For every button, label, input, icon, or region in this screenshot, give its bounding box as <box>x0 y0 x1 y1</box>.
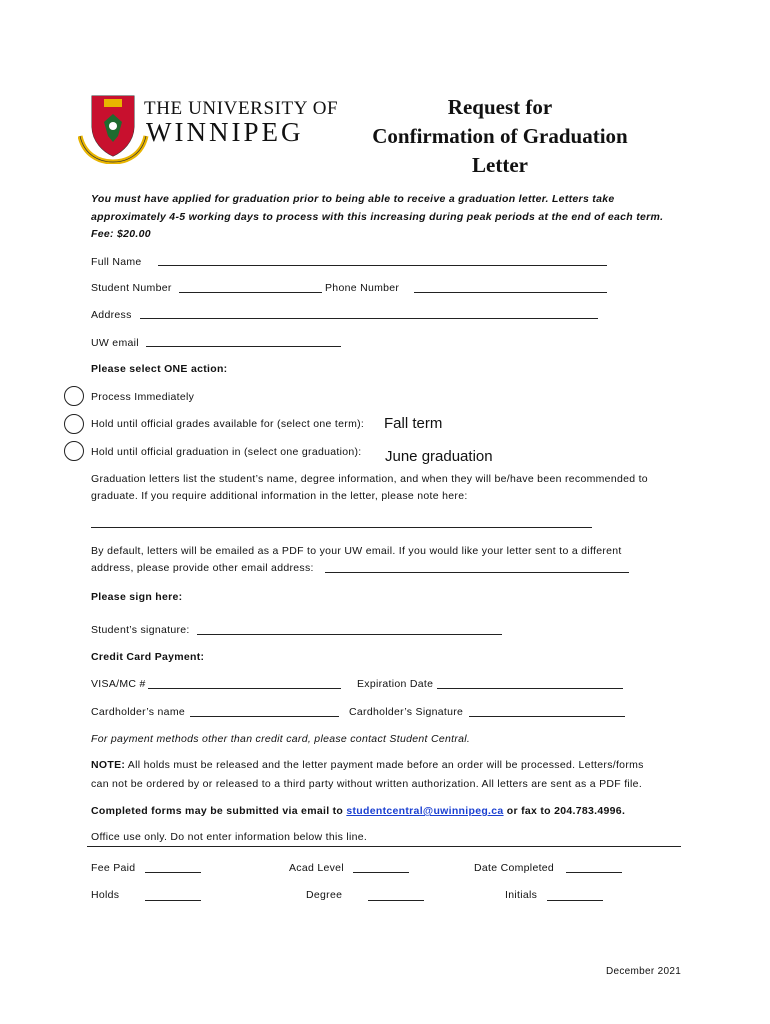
hold-graduation-radio[interactable] <box>64 441 84 461</box>
additional-info-field[interactable] <box>91 527 592 528</box>
acad-level-label: Acad Level <box>289 862 344 874</box>
cardholder-name-label: Cardholder’s name <box>91 706 186 718</box>
cardholder-signature-label: Cardholder’s Signature <box>349 706 464 718</box>
submit-line <box>91 805 625 817</box>
degree-label: Degree <box>306 889 343 901</box>
payment-heading: Credit Card Payment: <box>91 651 205 663</box>
hold-grades-radio[interactable] <box>64 414 84 434</box>
default-email-line2: address, please provide other email address: <box>91 562 314 574</box>
address-field[interactable] <box>140 318 598 319</box>
form-title <box>350 93 650 180</box>
title-line3: Letter <box>472 153 528 177</box>
acad-level-field <box>353 872 409 873</box>
fee-paid-label: Fee Paid <box>91 862 136 874</box>
student-signature-label: Student’s signature: <box>91 624 190 636</box>
university-name-line2: WINNIPEG <box>146 117 304 147</box>
hold-graduation-label: Hold until official graduation in (select one graduation): <box>91 446 362 458</box>
initials-label: Initials <box>505 889 538 901</box>
default-email-line1: By default, letters will be emailed as a PDF to your UW email. If you would like your letter sent to a different <box>91 545 622 557</box>
degree-field <box>368 900 424 901</box>
footer-date: December 2021 <box>606 966 682 977</box>
cardholder-signature-field[interactable] <box>469 716 625 717</box>
other-email-field[interactable] <box>325 572 629 573</box>
student-number-label: Student Number <box>91 282 172 294</box>
process-immediately-label: Process Immediately <box>91 391 195 403</box>
student-number-field[interactable] <box>179 292 322 293</box>
expiration-label: Expiration Date <box>357 678 434 690</box>
note-line2: can not be ordered by or released to a third party without written authorization. All letters are sent as a PDF file. <box>91 778 643 790</box>
submit-prefix: Completed forms may be submitted via email to <box>91 805 347 817</box>
office-divider <box>87 846 681 847</box>
fee-text: Fee: $20.00 <box>91 228 151 240</box>
university-logo <box>78 92 339 164</box>
expiration-field[interactable] <box>437 688 623 689</box>
phone-number-label: Phone Number <box>325 282 400 294</box>
holds-label: Holds <box>91 889 120 901</box>
graduation-selection[interactable]: June graduation <box>385 448 493 465</box>
fee-paid-field <box>145 872 201 873</box>
info-line1: Graduation letters list the student’s name, degree information, and when they will be/have been recommended to <box>91 473 648 485</box>
address-label: Address <box>91 309 132 321</box>
uw-email-field[interactable] <box>146 346 341 347</box>
process-immediately-radio[interactable] <box>64 386 84 406</box>
sign-heading: Please sign here: <box>91 591 183 603</box>
note-label: NOTE: <box>91 759 126 771</box>
title-line2: Confirmation of Graduation <box>372 124 628 148</box>
cardholder-name-field[interactable] <box>190 716 339 717</box>
action-heading: Please select ONE action: <box>91 363 228 375</box>
title-line1: Request for <box>447 95 553 119</box>
visa-field[interactable] <box>148 688 341 689</box>
initials-field <box>547 900 603 901</box>
date-completed-label: Date Completed <box>474 862 555 874</box>
phone-number-field[interactable] <box>414 292 607 293</box>
full-name-field[interactable] <box>158 265 607 266</box>
submit-suffix: or fax to 204.783.4996. <box>503 805 626 817</box>
visa-label: VISA/MC # <box>91 678 146 690</box>
info-line2: graduate. If you require additional information in the letter, please note here: <box>91 490 468 502</box>
full-name-label: Full Name <box>91 256 142 268</box>
note-line1 <box>91 759 644 771</box>
student-central-email-link[interactable]: studentcentral@uwinnipeg.ca <box>346 805 504 817</box>
intro-line2: approximately 4-5 working days to process with this increasing during peak periods at the end of each term. <box>91 211 664 223</box>
other-payment-text: For payment methods other than credit card, please contact Student Central. <box>91 733 471 745</box>
date-completed-field <box>566 872 622 873</box>
student-signature-field[interactable] <box>197 634 502 635</box>
term-selection[interactable]: Fall term <box>384 415 443 432</box>
university-name-line1: THE UNIVERSITY OF <box>144 98 339 119</box>
holds-field <box>145 900 201 901</box>
note-line1-text: All holds must be released and the letter payment made before an order will be processed. Letters/forms <box>125 759 644 771</box>
uw-email-label: UW email <box>91 337 139 349</box>
crest-icon <box>78 92 150 164</box>
office-notice: Office use only. Do not enter information below this line. <box>91 831 368 843</box>
hold-grades-label: Hold until official grades available for (select one term): <box>91 418 365 430</box>
intro-line1: You must have applied for graduation prior to being able to receive a graduation letter. Letters take <box>91 193 615 205</box>
